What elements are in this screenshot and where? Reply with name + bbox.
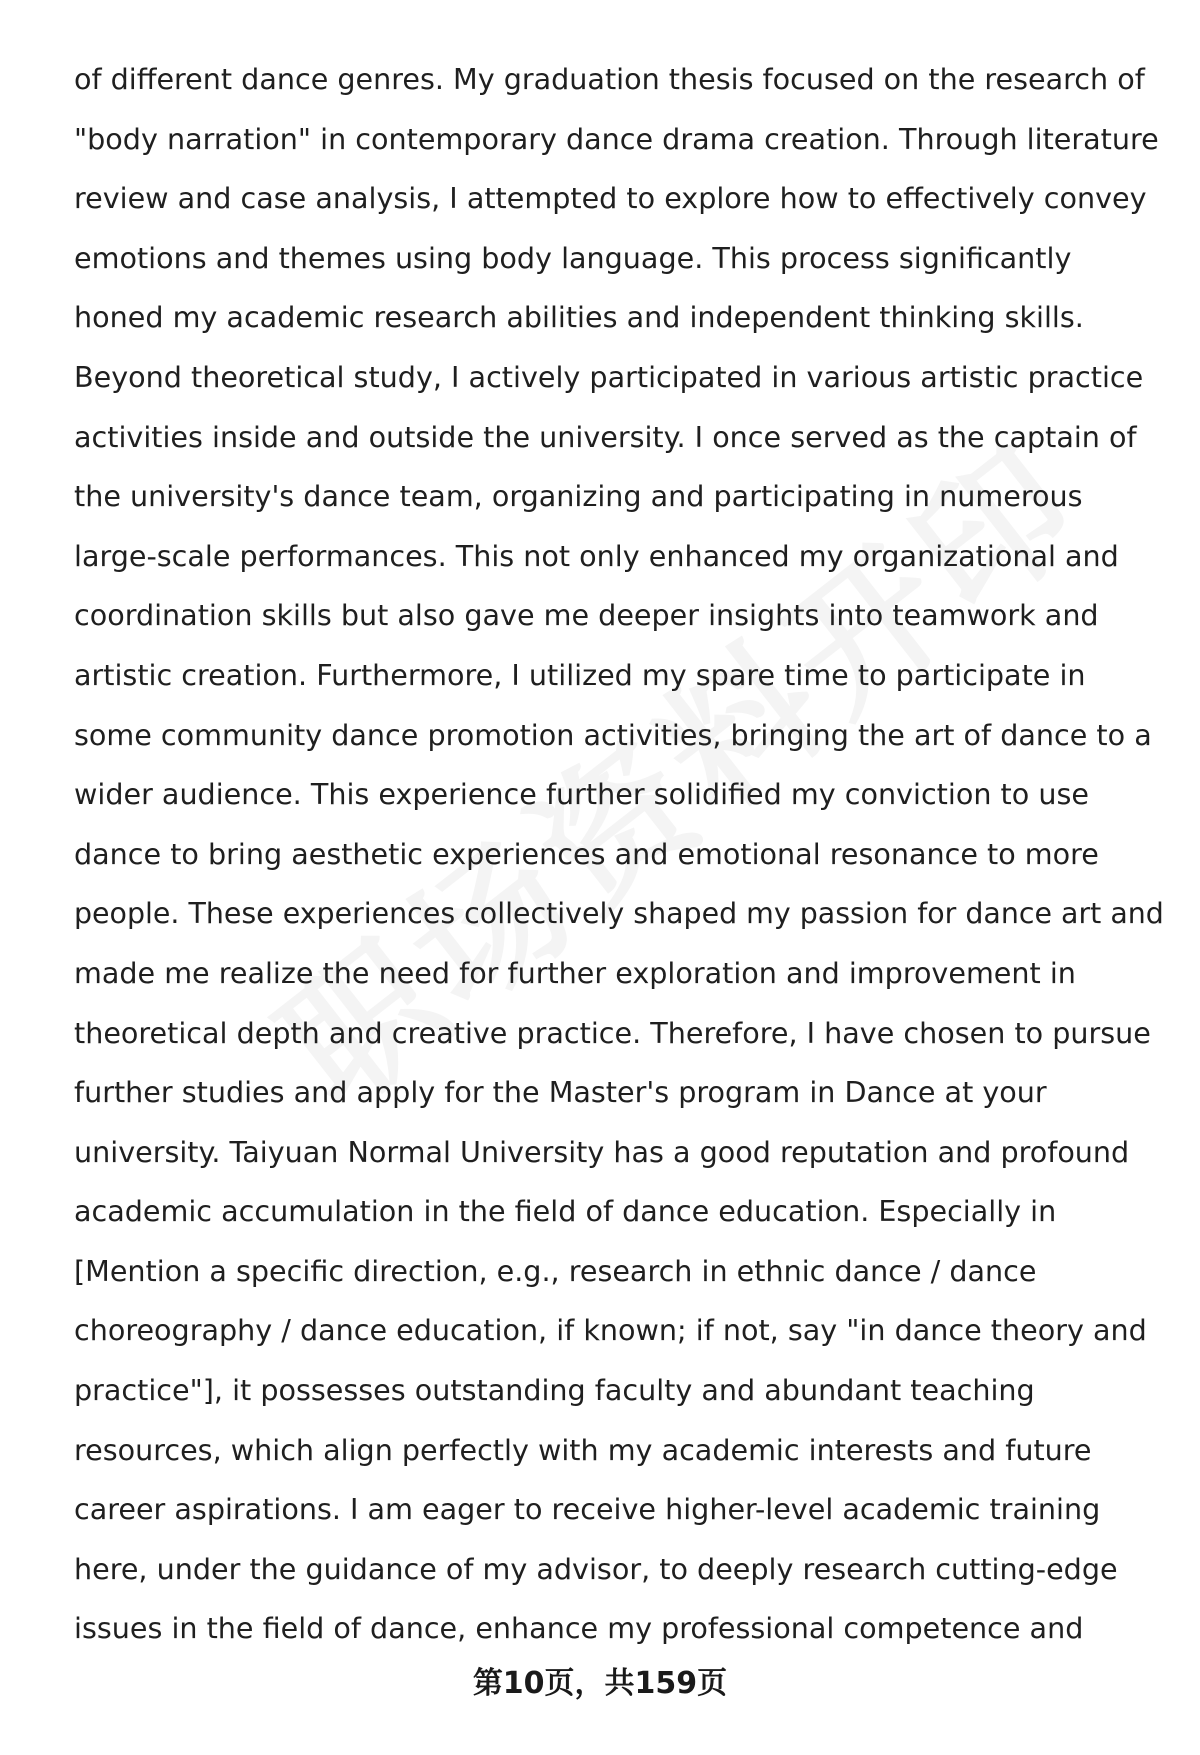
text-line: artistic creation. Furthermore, I utilized my spare time to participate in [74, 657, 1086, 692]
text-line: review and case analysis, I attempted to explore how to effectively convey [74, 181, 1147, 216]
text-line: resources, which align perfectly with my academic interests and future [74, 1432, 1092, 1467]
text-line: choreography / dance education, if known; if not, say "in dance theory and [74, 1313, 1147, 1348]
body-paragraph [74, 50, 1164, 1659]
text-line: "body narration" in contemporary dance drama creation. Through literature [74, 121, 1159, 156]
text-line: further studies and apply for the Master's program in Dance at your [74, 1075, 1047, 1110]
text-line: some community dance promotion activities, bringing the art of dance to a [74, 717, 1152, 752]
text-line: [Mention a specific direction, e.g., research in ethnic dance / dance [74, 1253, 1037, 1288]
page-number: 第10页，共159页 [472, 1666, 728, 1701]
text-line: coordination skills but also gave me deeper insights into teamwork and [74, 598, 1099, 633]
text-line: wider audience. This experience further solidified my conviction to use [74, 777, 1089, 812]
text-line: dance to bring aesthetic experiences and emotional resonance to more [74, 836, 1099, 871]
text-line: people. These experiences collectively shaped my passion for dance art and [74, 896, 1164, 931]
text-line: academic accumulation in the field of dance education. Especially in [74, 1194, 1057, 1229]
text-line: the university's dance team, organizing and participating in numerous [74, 479, 1083, 514]
text-line: career aspirations. I am eager to receive higher-level academic training [74, 1492, 1101, 1527]
text-line: university. Taiyuan Normal University has a good reputation and profound [74, 1134, 1130, 1169]
text-line: here, under the guidance of my advisor, to deeply research cutting-edge [74, 1551, 1118, 1586]
text-line: practice"], it possesses outstanding faculty and abundant teaching [74, 1373, 1035, 1408]
text-line: Beyond theoretical study, I actively participated in various artistic practice [74, 359, 1144, 394]
text-line: issues in the field of dance, enhance my professional competence and [74, 1611, 1084, 1646]
text-line: theoretical depth and creative practice. Therefore, I have chosen to pursue [74, 1015, 1151, 1050]
text-line: made me realize the need for further exploration and improvement in [74, 955, 1076, 990]
text-line: large-scale performances. This not only enhanced my organizational and [74, 538, 1119, 573]
text-line: emotions and themes using body language. This process significantly [74, 240, 1072, 275]
text-line: honed my academic research abilities and independent thinking skills. [74, 300, 1084, 335]
text-line: of different dance genres. My graduation thesis focused on the research of [74, 62, 1145, 96]
text-line: activities inside and outside the university. I once served as the captain of [74, 419, 1137, 454]
